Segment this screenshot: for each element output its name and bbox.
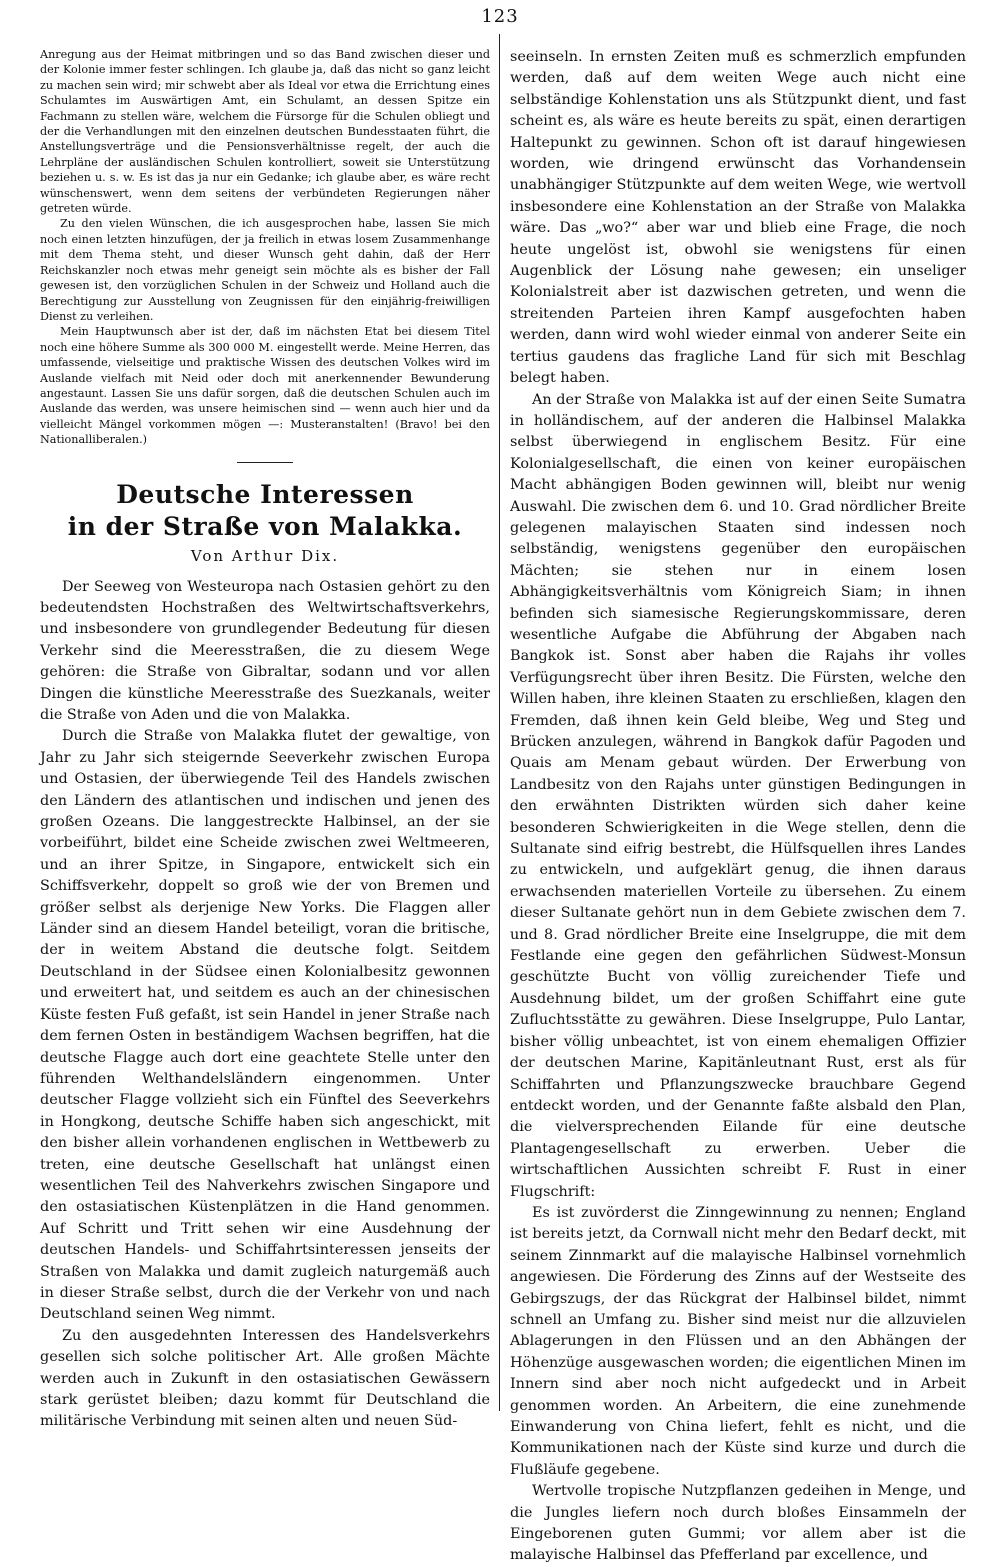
article-title-line-1: Deutsche Interessen [116,479,414,509]
continuation-paragraph: Anregung aus der Heimat mitbringen und so das Band zwischen dieser und der Kolonie immer fester schlingen. Ich glaube ja, daß das nicht so ganz leicht zu machen sein wird; mir schwebt aber als Ideal vor etwa die Errichtung eines Schulamtes im Auswärtigen Amt, ein Schulamt, an dessen Spitze ein Fachmann zu stellen wäre, welchem die Fürsorge für die Schulen obliegt und der die Verhandlungen mit den einzelnen deutschen Bundesstaaten führt, die Anstellungsverträge und die Pensionsverhältnisse regelt, der auch die Lehrpläne der ausländischen Schulen kontrolliert, soweit sie Unterstützung beziehen u. s. w. Es ist das ja nur ein Gedanke; ich glaube aber, es wäre recht wünschenswert, wenn dem seitens der verbündeten Regierungen näher getreten würde. [40,48,490,216]
right-column [510,47,966,1567]
continuation-paragraph: Mein Hauptwunsch aber ist der, daß im nächsten Etat bei diesem Titel noch eine höhere Summe als 300 000 M. eingestellt werde. Meine Herren, das umfassende, vielseitige und praktische Wissen des deutschen Volkes wird im Auslande vielfach mit Neid oder doch mit anerkennender Bewunderung angestaunt. Lassen Sie uns dafür sorgen, daß die deutschen Schulen auch im Auslande das werden, was unsere heimischen sind — wenn auch hier und da vielleicht Mängel vorkommen mögen —: Musteranstalten! (Bravo! bei den Nationalliberalen.) [40,325,490,447]
article-paragraph: An der Straße von Malakka ist auf der einen Seite Sumatra in holländischem, auf der anderen die Halbinsel Malakka selbst überwiegend in englischem Besitz. Für eine Kolonialgesellschaft, die einen von keiner europäischen Macht abhängigen Boden gewinnen will, bleibt nur wenig Auswahl. Die zwischen dem 6. und 10. Grad nördlicher Breite gelegenen malayischen Staaten sind indessen noch selbständig, wenigstens gegenüber den europäischen Mächten; sie stehen nur in einem losen Abhängigkeitsverhältnis vom Königreich Siam; in ihnen befinden sich siamesische Regierungskommissare, deren wesentliche Aufgabe die Abführung der Abgaben nach Bangkok ist. Sonst aber haben die Rajahs ihr volles Verfügungsrecht über ihren Besitz. Die Fürsten, welche den Willen haben, ihre kleinen Staaten zu erschließen, klagen den Fremden, daß ihnen kein Geld bleibe, Weg und Steg und Brücken anzulegen, während in Bangkok dafür Pagoden und Quais am Menam gebaut würden. Der Erwerbung von Landbesitz von den Rajahs unter günstigen Bedingungen in den erwähnten Distrikten würden sich daher keine besonderen Schwierigkeiten in die Wege stellen, denn die Sultanate sind eifrig bestrebt, die Hülfsquellen ihres Landes zu entwickeln, und aufgeklärt genug, die ihnen daraus erwachsenden materiellen Vorteile zu übersehen. Zu einem dieser Sultanate gehört nun in dem Gebiete zwischen dem 7. und 8. Grad nördlicher Breite eine Inselgruppe, die mit dem Festlande eine gegen den gefährlichen Südwest-Monsun geschützte Bucht von völlig zureichender Tiefe und Ausdehnung bildet, um der großen Schiffahrt eine gute Zufluchtsstätte zu gewähren. Diese Inselgruppe, Pulo Lantar, bisher völlig unbeachtet, ist von einem ehemaligen Offizier der deutschen Marine, Kapitänleutnant Rust, erst als für Schiffahrten und Pflanzungszwecke brauchbare Gegend entdeckt worden, und der Genannte faßte alsbald den Plan, die vielversprechenden Eilande für eine deutsche Plantagengesellschaft zu erwerben. Ueber die wirtschaftlichen Aussichten schreibt F. Rust in einer Flugschrift: [510,391,966,1200]
article-body-right [510,47,966,1567]
article-byline: Von Arthur Dix. [190,546,340,565]
previous-article-continuation [40,47,490,448]
left-column [40,47,490,1433]
article-paragraph: Der Seeweg von Westeuropa nach Ostasien gehört zu den bedeutendsten Hochstraßen des Weltwirtschaftsverkehrs, und insbesondere von grundlegender Bedeutung für diesen Verkehr sind die Meeresstraßen, die zu diesem Wege gehören: die Straße von Gibraltar, sodann und vor allen Dingen die künstliche Meeresstraße des Suezkanals, weiter die Straße von Aden und die von Malakka. [40,578,490,723]
article-body-left [40,577,490,1433]
continuation-paragraph: Zu den vielen Wünschen, die ich ausgesprochen habe, lassen Sie mich noch einen letzten hinzufügen, der ja freilich in etwas losem Zusammenhange mit dem Thema steht, und dieser Wunsch geht dahin, daß der Herr Reichskanzler noch etwas mehr geneigt sein möchte als es bisher der Fall gewesen ist, den vorzüglichen Schulen in der Schweiz und Holland auch die Berechtigung zur Ausstellung von Zeugnissen für den einjährig-freiwilligen Dienst zu verleihen. [40,217,490,323]
article-paragraph: Durch die Straße von Malakka flutet der gewaltige, von Jahr zu Jahr sich steigernde Seeverkehr zwischen Europa und Ostasien, der überwiegende Teil des Handels zwischen den Ländern des atlantischen und indischen und jenen des großen Ozeans. Die langgestreckte Halbinsel, an der sie vorbeiführt, bildet eine Scheide zwischen zwei Weltmeeren, und an ihrer Spitze, in Singapore, entwickelt sich ein Schiffsverkehr, doppelt so groß wie der von Bremen und größer selbst als derjenige New Yorks. Die Flaggen aller Länder sind an diesem Handel beteiligt, voran die britische, der in weitem Abstand die deutsche folgt. Seitdem Deutschland in der Südsee einen Kolonialbesitz gewonnen und erweitert hat, und seitdem es auch an der chinesischen Küste festen Fuß gefaßt, ist sein Handel in jener Straße nach dem fernen Osten in beständigem Wachsen begriffen, hat die deutsche Flagge auch dort eine geachtete Stelle unter den führenden Welthandelsländern eingenommen. Unter deutscher Flagge vollzieht sich ein Fünftel des Seeverkehrs in Hongkong, deutsche Schiffe haben sich angeschickt, mit den bisher allein vorhandenen englischen in Wettbewerb zu treten, eine deutsche Gesellschaft hat unlängst einen wesentlichen Teil des Nahverkehrs zwischen Singapore und den ostasiatischen Küstenplätzen in die Hand genommen. Auf Schritt und Tritt sehen wir eine Ausdehnung der deutschen Handels- und Schiffahrtsinteressen jenseits der Straßen von Malakka und damit zugleich naturgemäß auch in dieser Straße selbst, durch die der Verkehr von und nach Deutschland seinen Weg nimmt. [40,728,490,1323]
page-number: 123 [481,6,519,27]
article-title-line-2: in der Straße von Malakka. [67,511,463,541]
article-paragraph: Wertvolle tropische Nutzpflanzen gedeihen in Menge, und die Jungles liefern noch durch bloßes Einsammeln der Eingeborenen guten Gummi; vor allem aber ist die malayische Halbinsel das Pfefferland par excellence, und [510,1483,966,1564]
article-paragraph: seeinseln. In ernsten Zeiten muß es schmerzlich empfunden werden, daß auf dem weiten Wege auch nicht eine selbständige Kohlenstation uns als Stützpunkt dient, und fast scheint es, als wäre es heute bereits zu spät, einen derartigen Haltepunkt zu gewinnen. Schon oft ist darauf hingewiesen worden, wie dringend erwünscht das Vorhandensein unabhängiger Stützpunkte auf dem weiten Wege, wie wertvoll insbesondere eine Kohlenstation an der Straße von Malakka wäre. Das „wo?“ aber war und blieb eine Frage, die noch heute ungelöst ist, obwohl sie wenigstens für einen Augenblick der Lösung nahe gewesen; ein unseliger Kolonialstreit aber ist dazwischen getreten, und wenn die streitenden Parteien ihren Kampf ausgefochten haben werden, dann wird wohl wieder einmal von anderer Seite ein tertius gaudens das fragliche Land für sich mit Beschlag belegt haben. [510,49,966,387]
column-divider [499,34,500,1411]
article-quote-paragraph: Es ist zuvörderst die Zinngewinnung zu nennen; England ist bereits jetzt, da Cornwall nicht mehr den Bedarf deckt, mit seinem Zinnmarkt auf die malayische Halbinsel vornehmlich angewiesen. Die Förderung des Zinns auf der Westseite des Gebirgszugs, der das Rückgrat der Halbinsel bildet, nimmt schnell an Umfang zu. Bisher sind meist nur die allzuvielen Ablagerungen in den Flüssen und an den Abhängen der Höhenzüge ausgewaschen worden; die eigentlichen Minen im Innern sind aber noch nicht aufgedeckt und in Arbeit genommen worden. An Arbeitern, die eine zunehmende Einwanderung von China liefert, fehlt es nicht, und die Kommunikationen nach der Küste sind kurze und durch die Flußläufe gegebene. [510,1204,966,1478]
article-separator [237,462,293,463]
article-paragraph: Zu den ausgedehnten Interessen des Handelsverkehrs gesellen sich solche politischer Art. Alle großen Mächte werden auch in Zukunft in den ostasiatischen Gewässern stark gerüstet bleiben; dazu kommt für Deutschland die militärische Verbindung mit seinen alten und neuen Süd- [40,1327,490,1430]
article-heading [40,479,490,567]
